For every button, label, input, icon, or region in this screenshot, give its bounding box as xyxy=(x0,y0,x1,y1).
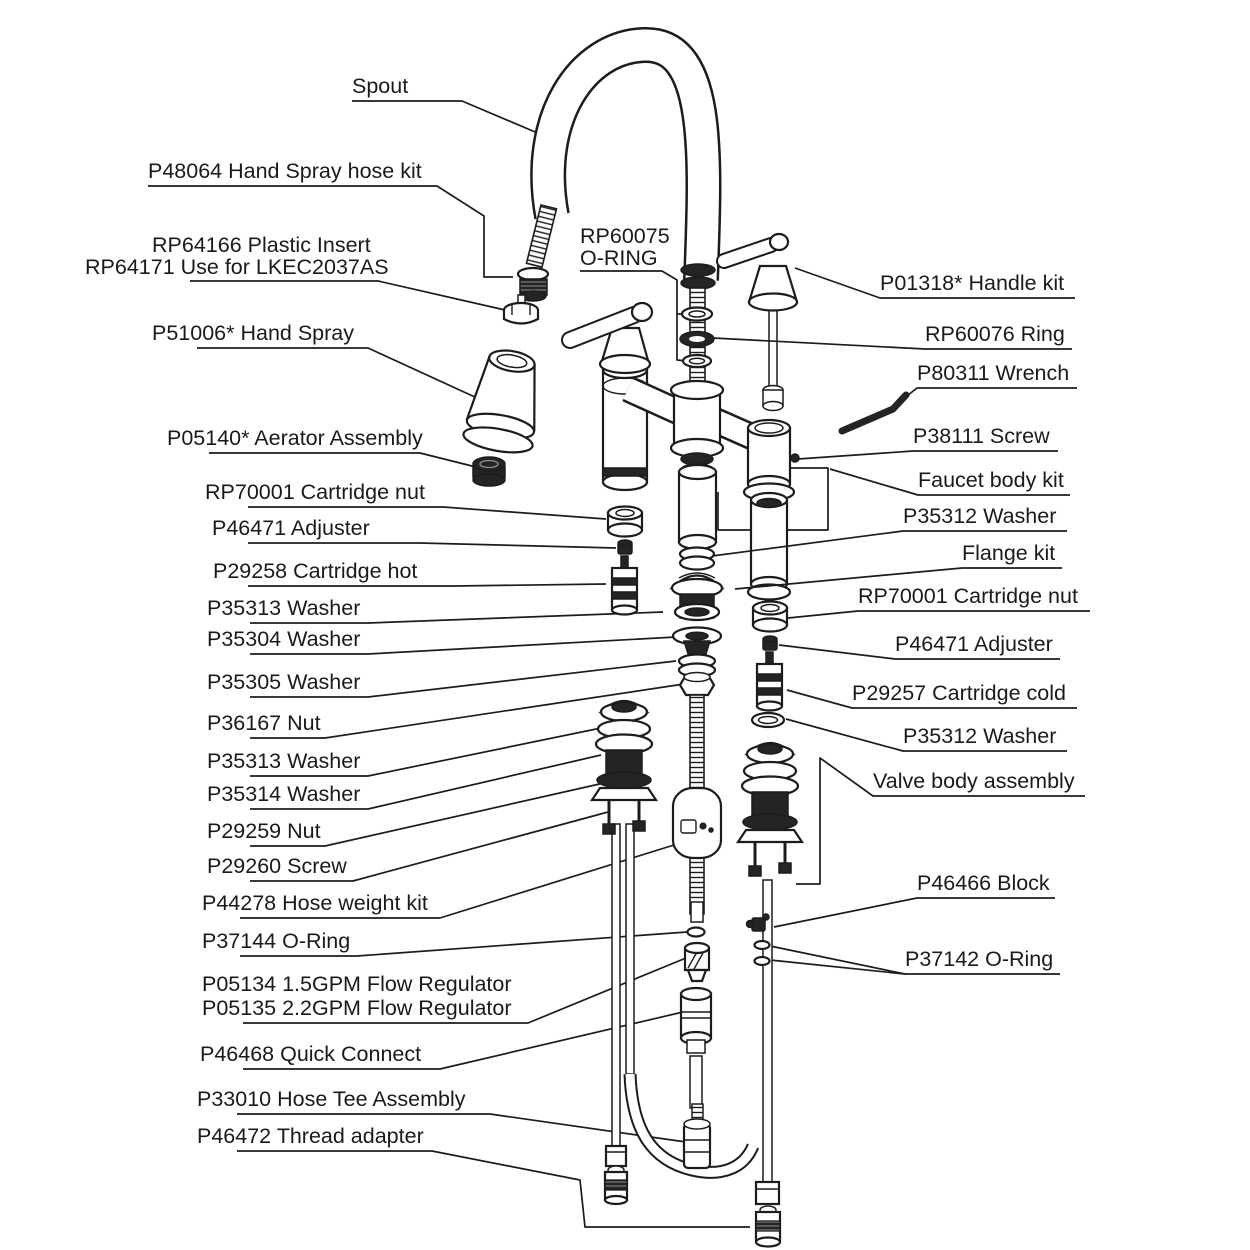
block-drawing xyxy=(747,914,770,931)
adjuster-right-drawing xyxy=(763,636,777,650)
adjuster-left-drawing xyxy=(618,540,632,554)
hose-tee-drawing xyxy=(684,1104,710,1168)
right-valve-body-drawing xyxy=(738,743,802,876)
label-p46471-left: P46471 Adjuster xyxy=(212,516,370,540)
label-p29258: P29258 Cartridge hot xyxy=(213,559,418,583)
washer-p35312-right-drawing xyxy=(752,713,784,727)
label-rp70001-left: RP70001 Cartridge nut xyxy=(205,480,425,504)
label-p35313-a: P35313 Washer xyxy=(207,596,361,620)
label-p36167: P36167 Nut xyxy=(207,711,321,735)
label-faucet-body-kit: Faucet body kit xyxy=(918,468,1064,492)
label-p29257: P29257 Cartridge cold xyxy=(852,681,1066,705)
label-rp70001-right: RP70001 Cartridge nut xyxy=(858,584,1078,608)
spout-shank-drawing xyxy=(680,264,715,400)
leader-p46466 xyxy=(774,898,1055,927)
label-rp60075-line1: RP60075 xyxy=(580,224,670,248)
quick-connect-drawing xyxy=(681,988,711,1053)
label-p46472: P46472 Thread adapter xyxy=(197,1124,424,1148)
label-p37144: P37144 O-Ring xyxy=(202,929,351,953)
leader-p29258 xyxy=(248,584,606,586)
label-p35312-b: P35312 Washer xyxy=(903,724,1057,748)
label-rp60076: RP60076 Ring xyxy=(925,322,1065,346)
leader-rp64166 xyxy=(190,281,505,310)
label-rp60075-line2: O-RING xyxy=(580,246,658,270)
cartridge-nut-right-drawing xyxy=(753,602,787,632)
flow-regulator-drawing xyxy=(685,943,709,981)
label-p35312-a: P35312 Washer xyxy=(903,504,1057,528)
label-p48064: P48064 Hand Spray hose kit xyxy=(148,159,422,183)
label-p35313-b: P35313 Washer xyxy=(207,749,361,773)
leader-p51006 xyxy=(197,348,477,398)
hose-weight-drawing xyxy=(673,788,721,858)
label-spout: Spout xyxy=(352,74,409,98)
label-p05140: P05140* Aerator Assembly xyxy=(167,426,423,450)
label-p05135: P05135 2.2GPM Flow Regulator xyxy=(202,996,512,1020)
label-valve-body-assembly: Valve body assembly xyxy=(873,769,1075,793)
leader-p46471-left xyxy=(248,543,616,548)
label-p46471-right: P46471 Adjuster xyxy=(895,632,1053,656)
thread-adapter-left-drawing xyxy=(605,1146,627,1204)
label-p35305: P35305 Washer xyxy=(207,670,361,694)
label-p29259: P29259 Nut xyxy=(207,819,321,843)
label-p01318: P01318* Handle kit xyxy=(880,271,1065,295)
leader-p80311 xyxy=(897,388,1077,404)
screw-p38111-drawing xyxy=(791,454,799,462)
o-ring-p37144-drawing xyxy=(688,928,705,937)
hand-spray-hose-drawing xyxy=(518,205,557,301)
label-p46468: P46468 Quick Connect xyxy=(200,1042,422,1066)
right-handle-drawing xyxy=(724,234,797,411)
leader-spout xyxy=(352,101,547,137)
leader-rp70001-right xyxy=(788,611,1090,618)
label-p51006: P51006* Hand Spray xyxy=(152,321,355,345)
cartridge-cold-drawing xyxy=(757,652,782,711)
label-flange-kit: Flange kit xyxy=(962,541,1056,565)
leader-p05140 xyxy=(209,453,476,467)
label-p37142: P37142 O-Ring xyxy=(905,947,1054,971)
wrench-drawing xyxy=(842,395,906,431)
hand-spray-drawing xyxy=(462,345,548,457)
label-rp64166: RP64166 Plastic Insert xyxy=(152,233,371,257)
label-p35304: P35304 Washer xyxy=(207,627,361,651)
aerator-drawing xyxy=(473,457,505,486)
label-p44278: P44278 Hose weight kit xyxy=(202,891,428,915)
cartridge-nut-left-drawing xyxy=(608,507,642,537)
label-p05134: P05134 1.5GPM Flow Regulator xyxy=(202,972,512,996)
cartridge-hot-drawing xyxy=(612,556,637,615)
label-p35314: P35314 Washer xyxy=(207,782,361,806)
leader-p38111 xyxy=(798,451,1058,459)
label-rp64171: RP64171 Use for LKEC2037AS xyxy=(85,255,389,279)
label-p29260: P29260 Screw xyxy=(207,854,347,878)
washer-stack-drawing xyxy=(672,548,722,696)
center-shank-drawing xyxy=(679,453,716,549)
label-p38111: P38111 Screw xyxy=(913,424,1050,448)
label-p46466: P46466 Block xyxy=(917,871,1050,895)
label-p80311: P80311 Wrench xyxy=(917,361,1070,385)
label-p33010: P33010 Hose Tee Assembly xyxy=(197,1087,466,1111)
leader-p37142-b xyxy=(770,960,905,974)
thread-adapter-right-drawing xyxy=(756,1182,780,1247)
